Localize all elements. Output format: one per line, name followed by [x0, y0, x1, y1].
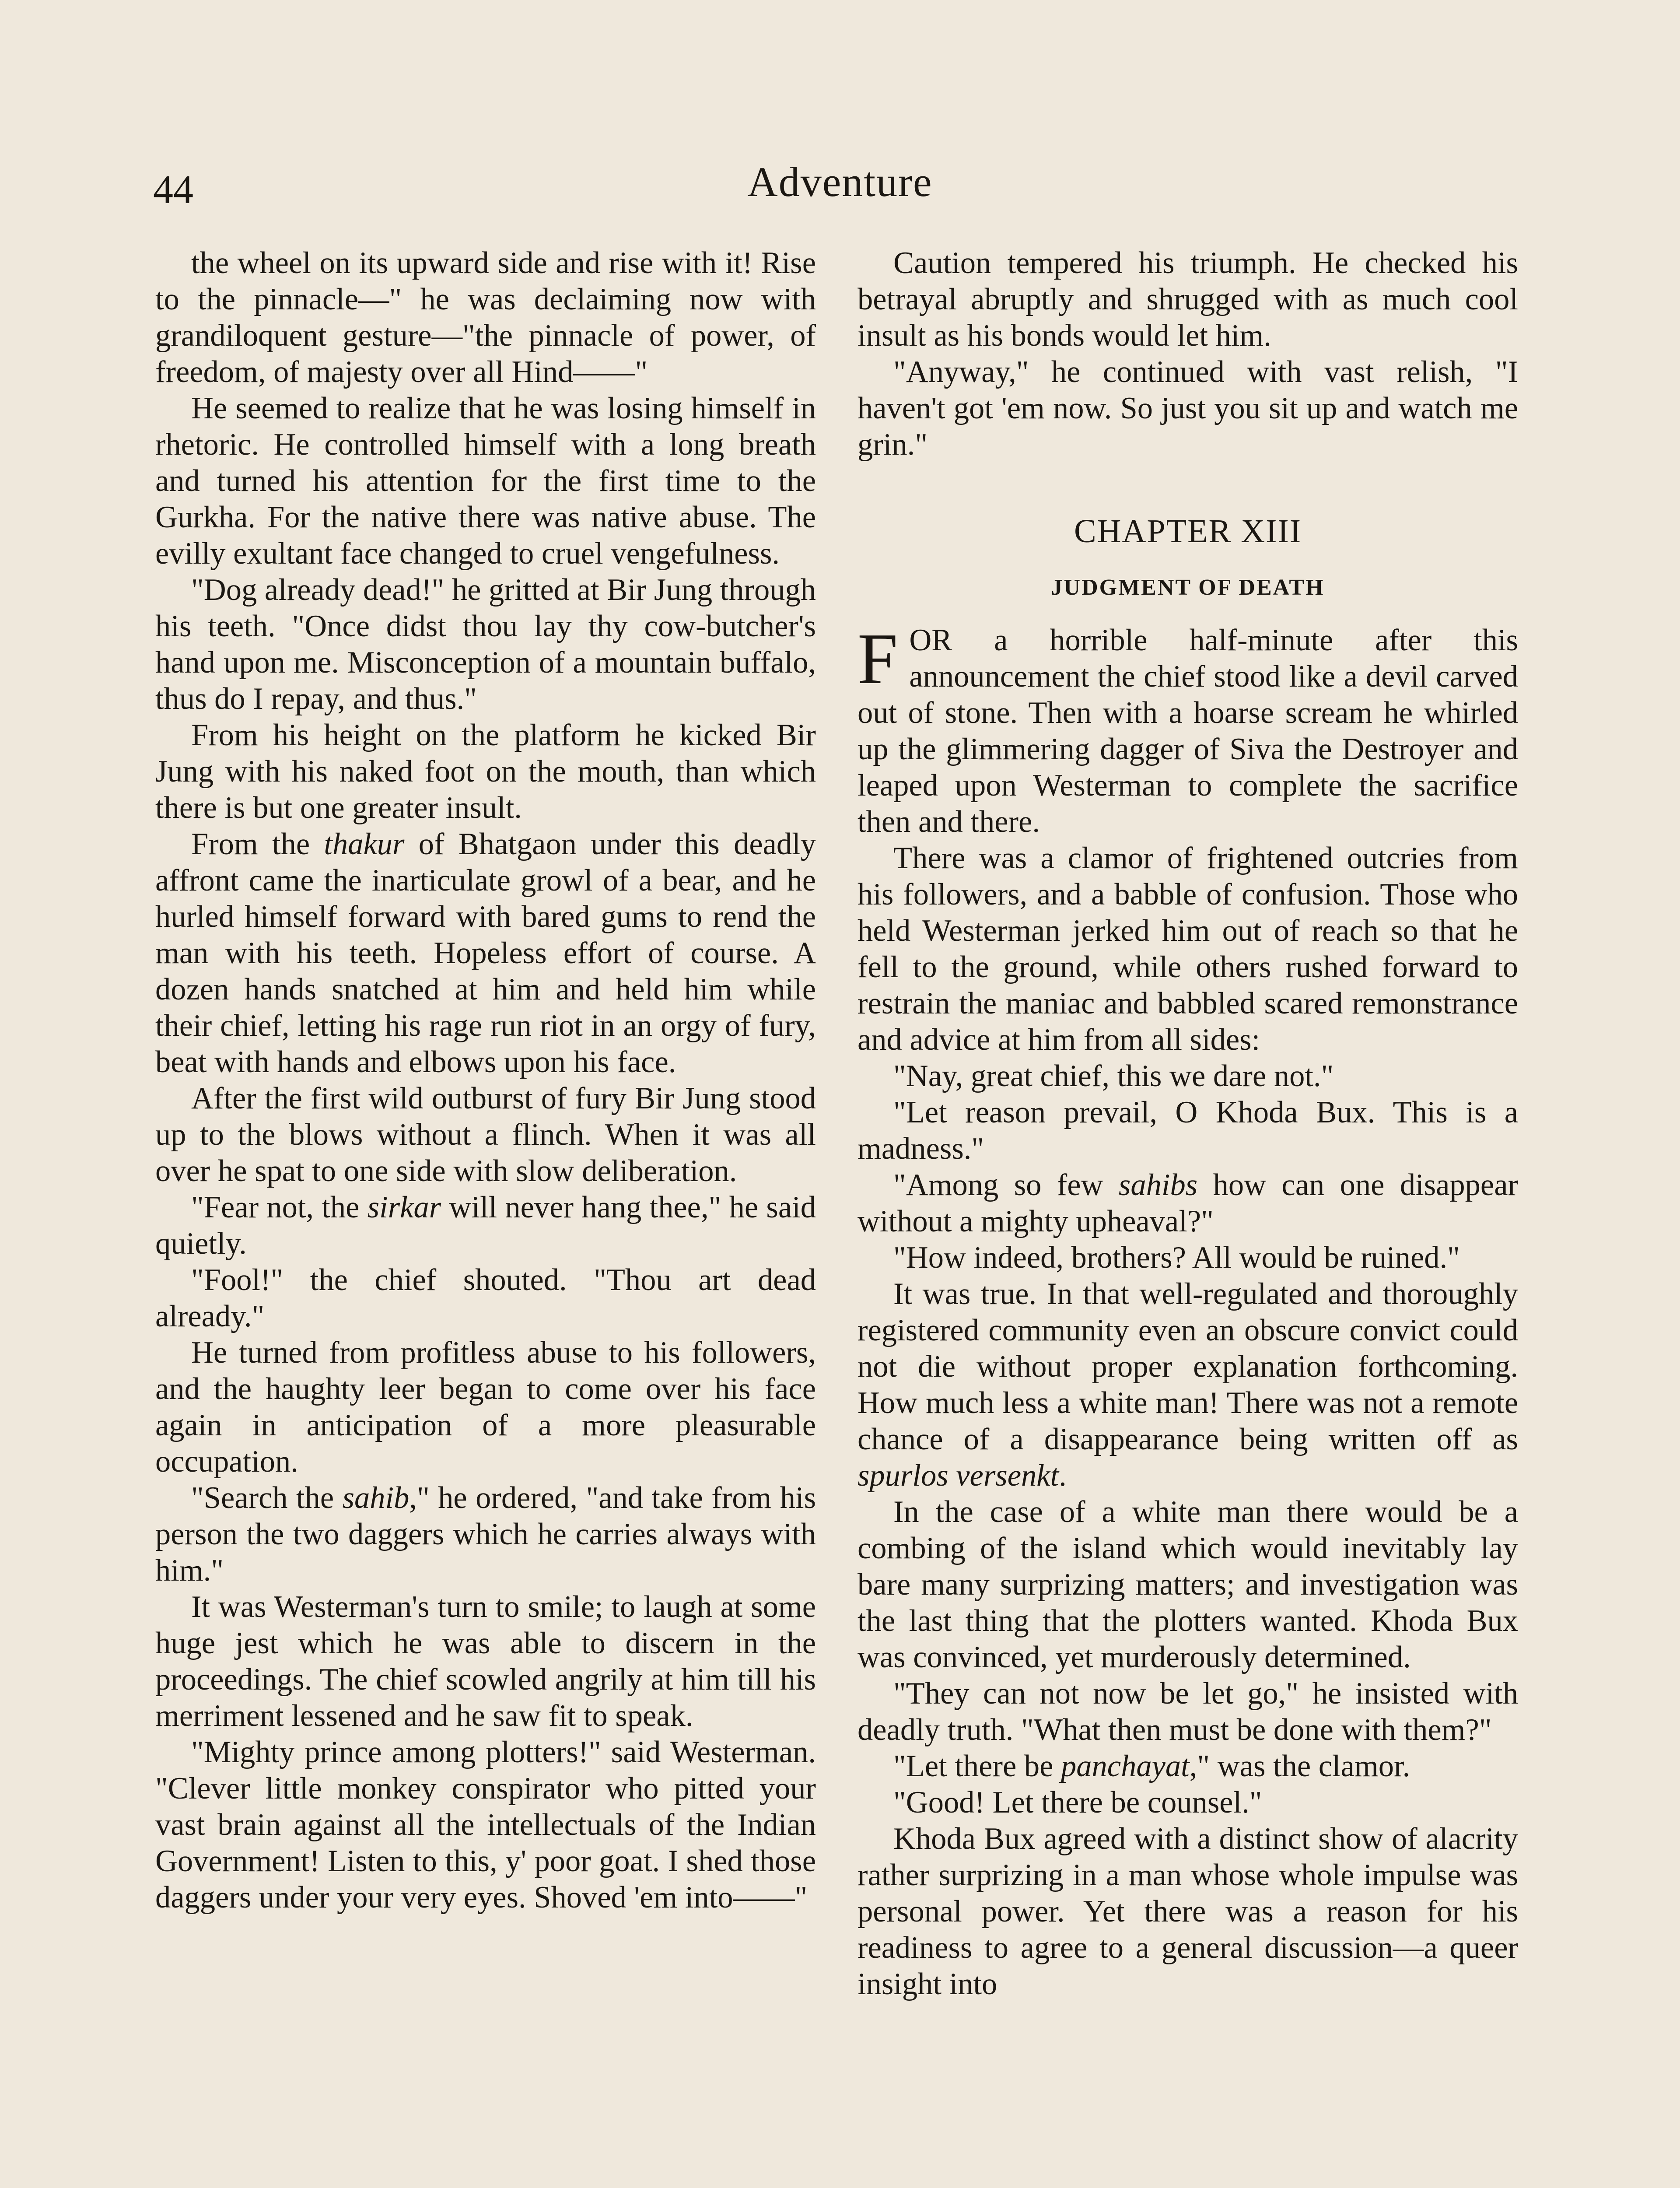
- text-segment: After the first wild outburst of fury Bir Jung stood up to the blows without a flinch. When it was all over he spat to one side with slow deliberation.: [155, 1081, 816, 1188]
- text-segment: "Dog already dead!" he gritted at Bir Jung through his teeth. "Once didst thou lay thy cow-butcher's hand upon me. Misconception of a mountain buffalo, thus do I repay, and thus.": [155, 573, 816, 716]
- text-segment: "Nay, great chief, this we dare not.": [893, 1059, 1334, 1093]
- text-segment: "Let there be: [893, 1749, 1061, 1783]
- paragraph: [858, 1785, 1518, 1821]
- magazine-title: Adventure: [747, 158, 933, 205]
- paragraph: [155, 717, 816, 826]
- text-segment: From the: [191, 827, 324, 861]
- opening-paragraph-text: OR a horrible half-minute after this announcement the chief stood like a devil carved out of stone. Then with a hoarse scream he whirled up the glimmering dagger of Siva the Destroyer and leaped upon Westerman to complete the sacrifice then and there.: [858, 623, 1518, 839]
- text-segment: .: [1059, 1459, 1067, 1493]
- text-segment: Caution tempered his triumph. He checked his betrayal abruptly and shrugged with as much cool insult as his bonds would let him.: [858, 246, 1518, 353]
- paragraph: [858, 1821, 1518, 2002]
- paragraph: [155, 245, 816, 390]
- paragraph: [858, 1676, 1518, 1748]
- text-segment: It was true. In that well-regulated and thoroughly registered community even an obscure convict could not die without proper explanation forthcoming. How much less a white man! There was not a remote chance of a disappearance being written off as: [858, 1277, 1518, 1456]
- text-segment: In the case of a white man there would be a combing of the island which would inevitably lay bare many surprizing matters; and investigation was the last thing that the plotters wanted. Khoda Bux was convinced, yet murderously determined.: [858, 1495, 1518, 1674]
- left-column-paragraphs: [155, 245, 816, 1916]
- text-segment: There was a clamor of frightened outcries from his followers, and a babble of confusion. Those who held Westerman jerked him out of reach so that he fell to the ground, while others rushed forward to restrain the maniac and babbled scared remonstrance and advice at him from all sides:: [858, 841, 1518, 1057]
- text-segment: "How indeed, brothers? All would be ruined.": [893, 1241, 1460, 1275]
- text-segment: It was Westerman's turn to smile; to laugh at some huge jest which he was able to discern in the proceedings. The chief scowled angrily at him till his merriment lessened and he saw fit to speak.: [155, 1590, 816, 1733]
- paragraph: [858, 1058, 1518, 1094]
- paragraph: [155, 1734, 816, 1916]
- text-segment: "Fool!" the chief shouted. "Thou art dead already.": [155, 1263, 816, 1333]
- italic-text: panchayat: [1061, 1749, 1190, 1783]
- paragraph: [155, 826, 816, 1080]
- text-segment: "Anyway," he continued with vast relish, "I haven't got 'em now. So just you sit up and watch me grin.": [858, 355, 1518, 462]
- text-segment: He seemed to realize that he was losing himself in rhetoric. He controlled himself with a long breath and turned his attention for the first time to the Gurkha. For the native there was native abuse. The evilly exultant face changed to cruel vengefulness.: [155, 391, 816, 571]
- left-column: [155, 245, 816, 1916]
- text-segment: "Fear not, the: [191, 1190, 368, 1224]
- text-segment: "Let reason prevail, O Khoda Bux. This is a madness.": [858, 1095, 1518, 1166]
- chapter-opening-paragraph: [858, 618, 1518, 840]
- text-segment: "Mighty prince among plotters!" said Westerman. "Clever little monkey conspirator who pitted your vast brain against all the intellectuals of the Indian Government! Listen to this, y' poor goat. I shed those daggers under your very eyes. Shoved 'em into——": [155, 1735, 816, 1914]
- text-segment: of Bhatgaon under this deadly affront came the inarticulate growl of a bear, and he hurled himself forward with bared gums to rend the man with his teeth. Hopeless effort of course. A dozen hands snatched at him and held him while their chief, letting his rage run riot in an orgy of fury, beat with hands and elbows upon his face.: [155, 827, 816, 1079]
- text-segment: ," was the clamor.: [1189, 1749, 1410, 1783]
- italic-text: spurlos versenkt: [858, 1459, 1059, 1493]
- paragraph: [155, 572, 816, 717]
- paragraph: [155, 1080, 816, 1189]
- paragraph: [155, 1189, 816, 1262]
- chapter-subtitle: JUDGMENT OF DEATH: [1051, 575, 1325, 600]
- paragraph: [155, 1262, 816, 1335]
- paragraph: [858, 354, 1518, 463]
- right-column: [858, 245, 1518, 2002]
- paragraph: [858, 1167, 1518, 1240]
- text-segment: will never hang thee," he said quietly.: [155, 1190, 816, 1261]
- paragraph: [858, 1494, 1518, 1676]
- text-segment: "Good! Let there be counsel.": [893, 1785, 1262, 1820]
- page-number: 44: [153, 167, 193, 212]
- italic-text: sahibs: [1118, 1168, 1198, 1202]
- text-segment: "They can not now be let go," he insisted with deadly truth. "What then must be done with them?": [858, 1676, 1518, 1747]
- right-column-paragraphs-after: [858, 840, 1518, 2002]
- text-segment: "Among so few: [893, 1168, 1119, 1202]
- text-segment: the wheel on its upward side and rise with it! Rise to the pinnacle—" he was declaiming now with grandiloquent gesture—"the pinnacle of power, of freedom, of majesty over all Hind——": [155, 246, 816, 389]
- italic-text: sirkar: [367, 1190, 441, 1224]
- text-segment: Khoda Bux agreed with a distinct show of alacrity rather surprizing in a man whose whole impulse was personal power. Yet there was a reason for his readiness to agree to a general discussion—a queer insight into: [858, 1822, 1518, 2001]
- paragraph: [155, 390, 816, 572]
- paragraph: [858, 245, 1518, 354]
- paragraph: [858, 1276, 1518, 1494]
- page-header: [0, 158, 1680, 210]
- text-segment: From his height on the platform he kicked Bir Jung with his naked foot on the mouth, than which there is but one greater insult.: [155, 718, 816, 825]
- italic-text: thakur: [324, 827, 405, 861]
- italic-text: sahib: [342, 1481, 410, 1515]
- paragraph: [155, 1589, 816, 1734]
- paragraph: [858, 1094, 1518, 1167]
- paragraph: [155, 1480, 816, 1589]
- text-segment: how can one disappear without a mighty upheaval?": [858, 1168, 1518, 1238]
- paragraph: [858, 1240, 1518, 1276]
- text-segment: ," he ordered, "and take from his person the two daggers which he carries always with him.": [155, 1481, 816, 1588]
- paragraph: [858, 840, 1518, 1058]
- paragraph: [858, 1748, 1518, 1785]
- right-column-paragraphs-before: [858, 245, 1518, 463]
- drop-cap: F: [858, 618, 898, 699]
- text-segment: "Search the: [191, 1481, 343, 1515]
- chapter-title: CHAPTER XIII: [1074, 513, 1302, 550]
- text-segment: He turned from profitless abuse to his followers, and the haughty leer began to come over his face again in anticipation of a more pleasurable occupation.: [155, 1336, 816, 1479]
- paragraph: [155, 1335, 816, 1480]
